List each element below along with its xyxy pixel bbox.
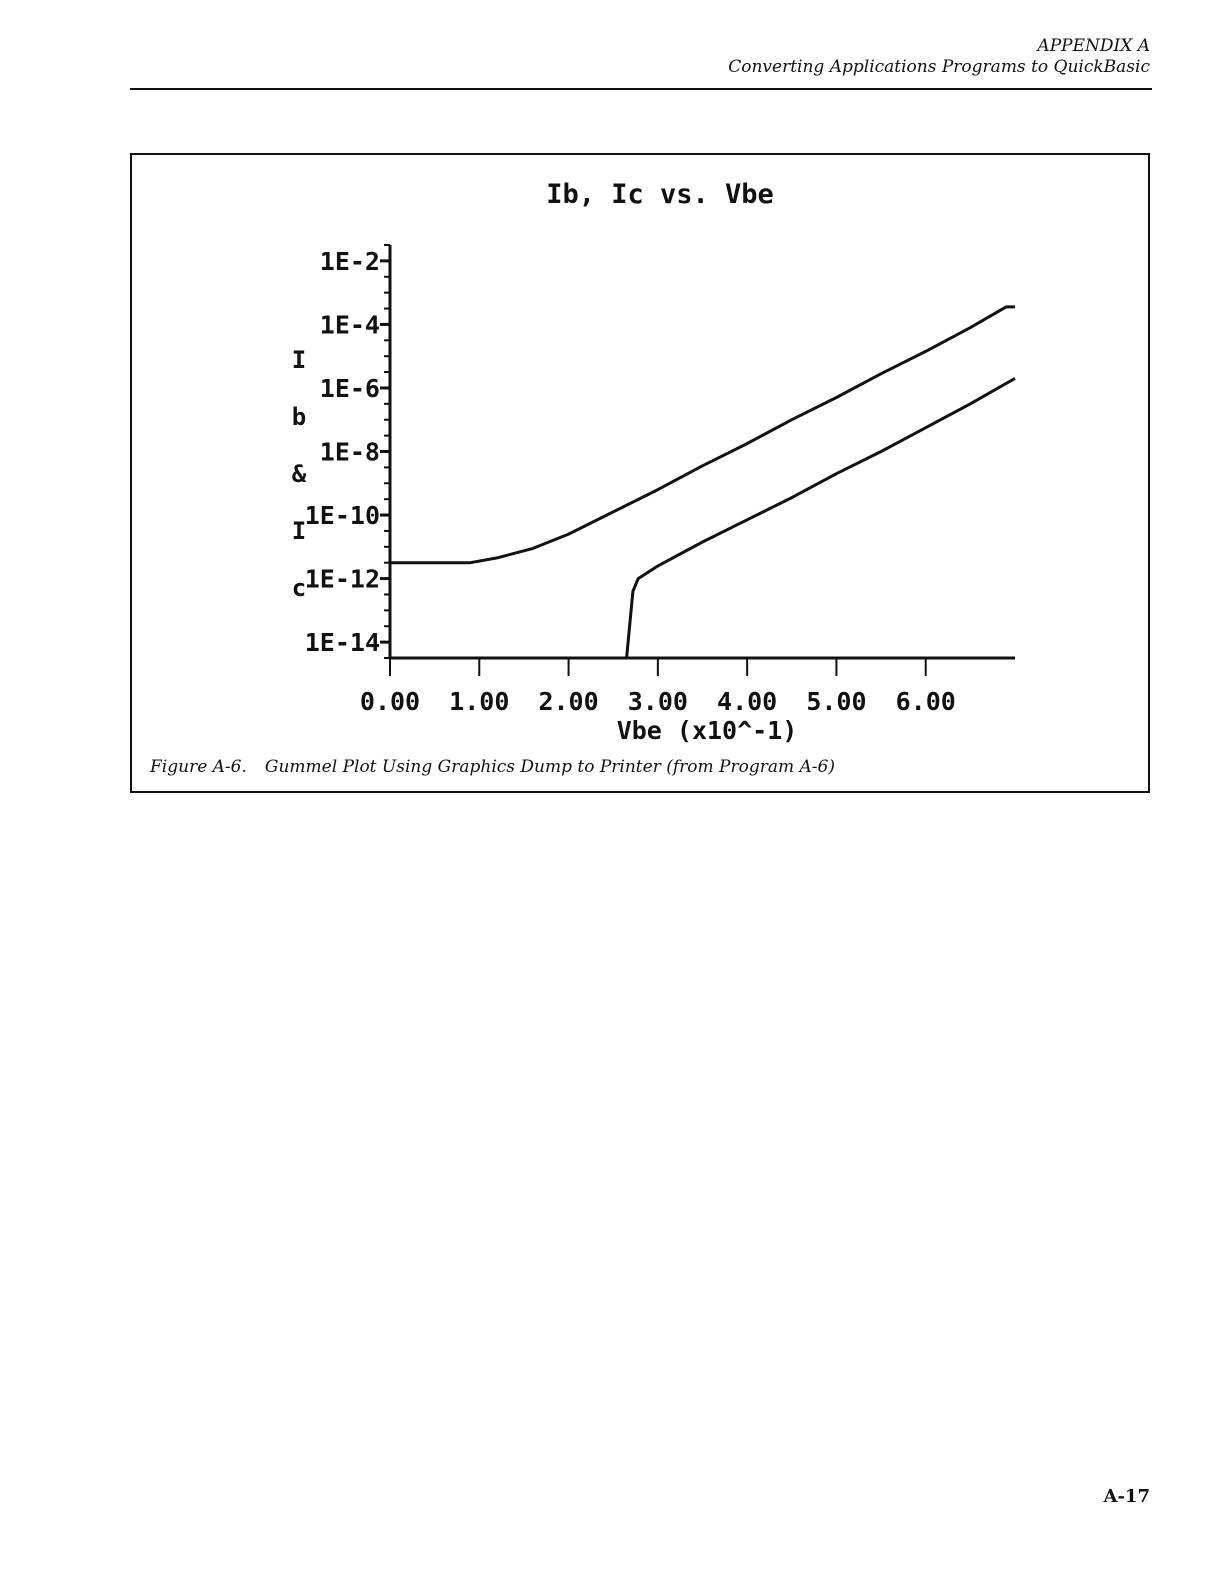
x-tick-label: 0.00: [359, 687, 421, 716]
y-tick-label: 1E-6: [319, 373, 380, 403]
y-tick-label: 1E-8: [319, 437, 380, 467]
running-head: [728, 36, 1150, 78]
y-axis-label-letter: b: [291, 403, 307, 431]
x-tick-label: 5.00: [806, 687, 867, 716]
series-ib-line: [390, 307, 1015, 563]
appendix-label: APPENDIX A: [1037, 36, 1150, 56]
y-tick-label: 1E-4: [319, 310, 380, 340]
x-tick-label: 1.00: [449, 687, 510, 716]
figure-frame: [130, 153, 1150, 793]
y-tick-label: 1E-2: [319, 246, 380, 276]
figure-caption: [150, 757, 835, 777]
y-tick-label: 1E-12: [304, 564, 380, 594]
y-axis-label-letter: I: [291, 517, 307, 545]
appendix-subtitle: Converting Applications Programs to QuickBasic: [728, 57, 1150, 77]
figure-caption-text: Gummel Plot Using Graphics Dump to Printer (from Program A-6): [264, 757, 835, 777]
chart-title: Ib, Ic vs. Vbe: [546, 179, 774, 210]
x-tick-label: 2.00: [538, 687, 599, 716]
x-tick-label: 4.00: [717, 687, 778, 716]
x-tick-label: 3.00: [627, 687, 688, 716]
series-layer: [390, 307, 1015, 658]
series-ic-line: [627, 378, 1015, 658]
y-axis-label-letter: I: [291, 346, 307, 374]
y-axis-ticks: [305, 245, 390, 658]
x-tick-label: 6.00: [895, 687, 956, 716]
y-tick-label: 1E-14: [304, 628, 380, 658]
y-tick-label: 1E-10: [304, 501, 380, 531]
page-number: A-17: [1103, 1486, 1150, 1507]
y-axis-label-letter: c: [291, 574, 307, 602]
y-axis-label-letter: &: [291, 460, 307, 488]
figure-number: Figure A-6.: [150, 757, 247, 777]
gummel-plot: [132, 155, 1148, 755]
x-axis-ticks: [360, 658, 956, 716]
header-rule: [130, 88, 1152, 90]
x-axis-label: Vbe (x10^-1): [616, 716, 798, 745]
